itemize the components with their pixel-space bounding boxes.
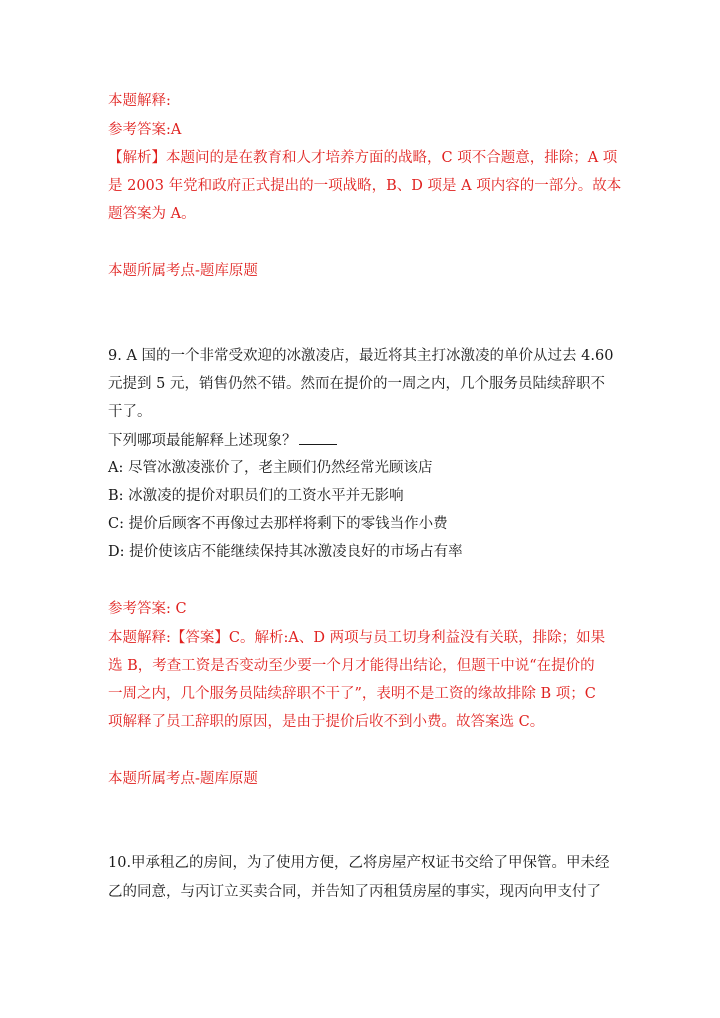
analysis-line: 题答案为 A。 xyxy=(108,206,196,222)
question-stem-line: 干了。 xyxy=(108,404,152,420)
explanation-line: 本题解释:【答案】C。解析:A、D 两项与员工切身利益没有关联，排除；如果 xyxy=(108,630,606,646)
option-c: C: 提价后顾客不再像过去那样将剩下的零钱当作小费 xyxy=(108,516,448,532)
explanation-label: 本题解释: xyxy=(108,93,171,109)
question-stem-line: 9. A 国的一个非常受欢迎的冰激凌店，最近将其主打冰激凌的单价从过去 4.60 xyxy=(108,348,614,364)
analysis-line: 是 2003 年党和政府正式提出的一项战略，B、D 项是 A 项内容的一部分。故本 xyxy=(108,178,622,194)
question-stem-line: 元提到 5 元，销售仍然不错。然而在提价的一周之内，几个服务员陆续辞职不 xyxy=(108,376,605,392)
source-line: 本题所属考点-题库原题 xyxy=(108,263,258,279)
question-stem-line: 10.甲承租乙的房间，为了使用方便，乙将房屋产权证书交给了甲保管。甲未经 xyxy=(108,855,610,871)
answer-line: 参考答案: C xyxy=(108,601,187,617)
explanation-line: 项解释了员工辞职的原因，是由于提价后收不到小费。故答案选 C。 xyxy=(108,714,545,730)
explanation-line: 选 B，考查工资是否变动至少要一个月才能得出结论，但题干中说“在提价的 xyxy=(108,658,595,674)
question-prompt-text: 下列哪项最能解释上述现象？ xyxy=(108,433,297,449)
option-d: D: 提价使该店不能继续保持其冰激凌良好的市场占有率 xyxy=(108,544,463,560)
analysis-line: 【解析】本题问的是在教育和人才培养方面的战略，C 项不合题意，排除；A 项 xyxy=(108,150,618,166)
option-b: B: 冰激凌的提价对职员们的工资水平并无影响 xyxy=(108,488,404,504)
question-stem-line: 乙的同意，与丙订立买卖合同，并告知了丙租赁房屋的事实，现丙向甲支付了 xyxy=(108,884,601,900)
question-prompt xyxy=(108,430,337,451)
source-line: 本题所属考点-题库原题 xyxy=(108,771,258,787)
explanation-line: 一周之内，几个服务员陆续辞职不干了”，表明不是工资的缘故排除 B 项；C xyxy=(108,686,596,702)
answer-line: 参考答案:A xyxy=(108,122,182,138)
option-a: A: 尽管冰激凌涨价了，老主顾们仍然经常光顾该店 xyxy=(108,460,433,476)
answer-blank xyxy=(299,430,337,445)
